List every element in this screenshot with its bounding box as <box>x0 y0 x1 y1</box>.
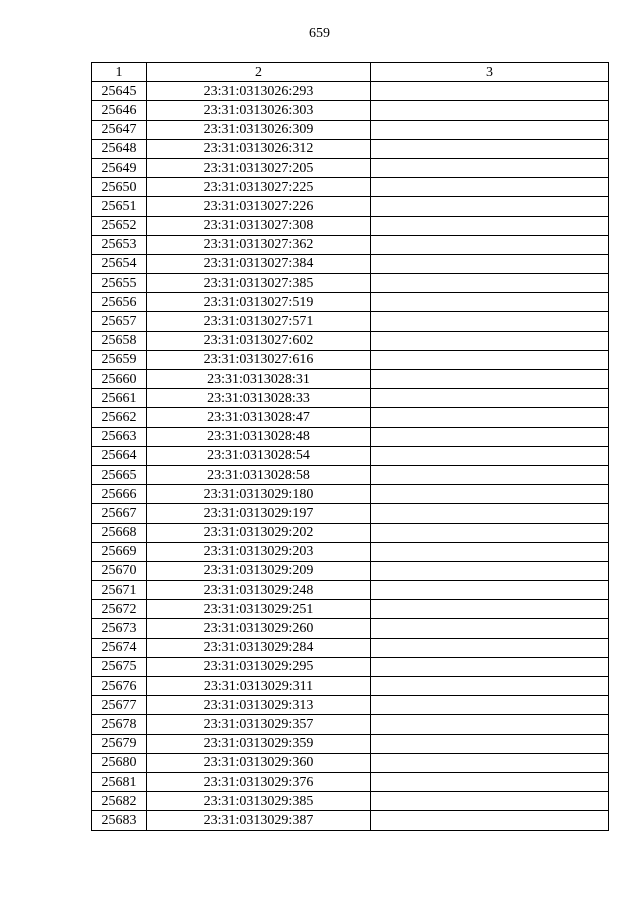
table-row <box>92 293 609 312</box>
row-number-cell: 25682 <box>92 792 147 811</box>
row-number-cell: 25660 <box>92 370 147 389</box>
column-header-3: 3 <box>371 63 609 82</box>
cadastral-number-cell: 23:31:0313027:205 <box>147 158 371 177</box>
table-row <box>92 465 609 484</box>
table-row <box>92 82 609 101</box>
table-row <box>92 427 609 446</box>
notes-cell <box>371 600 609 619</box>
row-number-cell: 25661 <box>92 389 147 408</box>
row-number-cell: 25671 <box>92 581 147 600</box>
table-row <box>92 235 609 254</box>
notes-cell <box>371 772 609 791</box>
table-row <box>92 581 609 600</box>
row-number-cell: 25657 <box>92 312 147 331</box>
notes-cell <box>371 542 609 561</box>
cadastral-number-cell: 23:31:0313029:197 <box>147 504 371 523</box>
table-row <box>92 734 609 753</box>
notes-cell <box>371 523 609 542</box>
notes-cell <box>371 619 609 638</box>
row-number-cell: 25666 <box>92 485 147 504</box>
table-row <box>92 753 609 772</box>
table-row <box>92 101 609 120</box>
cadastral-number-cell: 23:31:0313026:312 <box>147 139 371 158</box>
row-number-cell: 25672 <box>92 600 147 619</box>
notes-cell <box>371 504 609 523</box>
cadastral-number-cell: 23:31:0313029:387 <box>147 811 371 830</box>
notes-cell <box>371 139 609 158</box>
table-row <box>92 158 609 177</box>
cadastral-number-cell: 23:31:0313029:311 <box>147 677 371 696</box>
table-row <box>92 811 609 830</box>
cadastral-number-cell: 23:31:0313028:48 <box>147 427 371 446</box>
cadastral-number-cell: 23:31:0313026:309 <box>147 120 371 139</box>
cadastral-number-cell: 23:31:0313026:293 <box>147 82 371 101</box>
row-number-cell: 25665 <box>92 465 147 484</box>
row-number-cell: 25659 <box>92 350 147 369</box>
row-number-cell: 25674 <box>92 638 147 657</box>
row-number-cell: 25669 <box>92 542 147 561</box>
row-number-cell: 25655 <box>92 274 147 293</box>
row-number-cell: 25667 <box>92 504 147 523</box>
table-row <box>92 370 609 389</box>
notes-cell <box>371 657 609 676</box>
cadastral-number-cell: 23:31:0313027:226 <box>147 197 371 216</box>
table-row <box>92 139 609 158</box>
cadastral-number-cell: 23:31:0313029:284 <box>147 638 371 657</box>
table-row <box>92 715 609 734</box>
table-row <box>92 254 609 273</box>
notes-cell <box>371 677 609 696</box>
column-header-2: 2 <box>147 63 371 82</box>
cadastral-number-cell: 23:31:0313029:180 <box>147 485 371 504</box>
cadastral-number-cell: 23:31:0313027:225 <box>147 178 371 197</box>
row-number-cell: 25648 <box>92 139 147 158</box>
row-number-cell: 25649 <box>92 158 147 177</box>
notes-cell <box>371 753 609 772</box>
notes-cell <box>371 811 609 830</box>
registry-table <box>91 62 609 831</box>
cadastral-number-cell: 23:31:0313028:58 <box>147 465 371 484</box>
row-number-cell: 25676 <box>92 677 147 696</box>
notes-cell <box>371 235 609 254</box>
cadastral-number-cell: 23:31:0313027:616 <box>147 350 371 369</box>
table-row <box>92 792 609 811</box>
cadastral-number-cell: 23:31:0313029:359 <box>147 734 371 753</box>
cadastral-number-cell: 23:31:0313029:357 <box>147 715 371 734</box>
cadastral-number-cell: 23:31:0313027:308 <box>147 216 371 235</box>
row-number-cell: 25650 <box>92 178 147 197</box>
notes-cell <box>371 581 609 600</box>
table-row <box>92 216 609 235</box>
table-row <box>92 197 609 216</box>
notes-cell <box>371 561 609 580</box>
cadastral-number-cell: 23:31:0313027:519 <box>147 293 371 312</box>
notes-cell <box>371 389 609 408</box>
table-row <box>92 274 609 293</box>
cadastral-number-cell: 23:31:0313027:571 <box>147 312 371 331</box>
notes-cell <box>371 254 609 273</box>
row-number-cell: 25647 <box>92 120 147 139</box>
cadastral-number-cell: 23:31:0313029:260 <box>147 619 371 638</box>
notes-cell <box>371 370 609 389</box>
table-row <box>92 446 609 465</box>
row-number-cell: 25675 <box>92 657 147 676</box>
notes-cell <box>371 312 609 331</box>
notes-cell <box>371 197 609 216</box>
row-number-cell: 25646 <box>92 101 147 120</box>
cadastral-number-cell: 23:31:0313027:362 <box>147 235 371 254</box>
notes-cell <box>371 465 609 484</box>
cadastral-number-cell: 23:31:0313029:202 <box>147 523 371 542</box>
row-number-cell: 25664 <box>92 446 147 465</box>
cadastral-number-cell: 23:31:0313027:384 <box>147 254 371 273</box>
notes-cell <box>371 331 609 350</box>
table-row <box>92 389 609 408</box>
cadastral-number-cell: 23:31:0313029:313 <box>147 696 371 715</box>
row-number-cell: 25677 <box>92 696 147 715</box>
notes-cell <box>371 120 609 139</box>
table-row <box>92 331 609 350</box>
row-number-cell: 25680 <box>92 753 147 772</box>
cadastral-number-cell: 23:31:0313029:209 <box>147 561 371 580</box>
cadastral-number-cell: 23:31:0313029:203 <box>147 542 371 561</box>
cadastral-number-cell: 23:31:0313029:251 <box>147 600 371 619</box>
table-row <box>92 561 609 580</box>
cadastral-number-cell: 23:31:0313029:360 <box>147 753 371 772</box>
notes-cell <box>371 715 609 734</box>
row-number-cell: 25681 <box>92 772 147 791</box>
cadastral-number-cell: 23:31:0313029:376 <box>147 772 371 791</box>
notes-cell <box>371 792 609 811</box>
cadastral-number-cell: 23:31:0313029:248 <box>147 581 371 600</box>
row-number-cell: 25679 <box>92 734 147 753</box>
cadastral-number-cell: 23:31:0313029:295 <box>147 657 371 676</box>
table-row <box>92 485 609 504</box>
row-number-cell: 25670 <box>92 561 147 580</box>
table-row <box>92 638 609 657</box>
row-number-cell: 25678 <box>92 715 147 734</box>
row-number-cell: 25662 <box>92 408 147 427</box>
notes-cell <box>371 350 609 369</box>
row-number-cell: 25658 <box>92 331 147 350</box>
notes-cell <box>371 101 609 120</box>
notes-cell <box>371 446 609 465</box>
table-row <box>92 657 609 676</box>
notes-cell <box>371 696 609 715</box>
table-row <box>92 696 609 715</box>
notes-cell <box>371 178 609 197</box>
notes-cell <box>371 638 609 657</box>
row-number-cell: 25654 <box>92 254 147 273</box>
table-row <box>92 120 609 139</box>
cadastral-number-cell: 23:31:0313028:54 <box>147 446 371 465</box>
notes-cell <box>371 274 609 293</box>
cadastral-number-cell: 23:31:0313027:602 <box>147 331 371 350</box>
table-row <box>92 312 609 331</box>
notes-cell <box>371 293 609 312</box>
row-number-cell: 25645 <box>92 82 147 101</box>
table-row <box>92 542 609 561</box>
notes-cell <box>371 427 609 446</box>
table-row <box>92 600 609 619</box>
row-number-cell: 25651 <box>92 197 147 216</box>
row-number-cell: 25652 <box>92 216 147 235</box>
notes-cell <box>371 408 609 427</box>
row-number-cell: 25668 <box>92 523 147 542</box>
row-number-cell: 25683 <box>92 811 147 830</box>
notes-cell <box>371 158 609 177</box>
row-number-cell: 25663 <box>92 427 147 446</box>
notes-cell <box>371 734 609 753</box>
table-row <box>92 772 609 791</box>
table-row <box>92 350 609 369</box>
notes-cell <box>371 82 609 101</box>
cadastral-number-cell: 23:31:0313029:385 <box>147 792 371 811</box>
notes-cell <box>371 216 609 235</box>
notes-cell <box>371 485 609 504</box>
table-header-row <box>92 63 609 82</box>
cadastral-number-cell: 23:31:0313028:31 <box>147 370 371 389</box>
table-row <box>92 178 609 197</box>
page-number: 659 <box>309 26 330 41</box>
cadastral-number-cell: 23:31:0313027:385 <box>147 274 371 293</box>
cadastral-number-cell: 23:31:0313026:303 <box>147 101 371 120</box>
cadastral-number-cell: 23:31:0313028:47 <box>147 408 371 427</box>
table-row <box>92 504 609 523</box>
row-number-cell: 25653 <box>92 235 147 254</box>
row-number-cell: 25673 <box>92 619 147 638</box>
table-row <box>92 523 609 542</box>
row-number-cell: 25656 <box>92 293 147 312</box>
table-row <box>92 408 609 427</box>
table-row <box>92 619 609 638</box>
cadastral-number-cell: 23:31:0313028:33 <box>147 389 371 408</box>
column-header-1: 1 <box>92 63 147 82</box>
table-row <box>92 677 609 696</box>
table-body <box>92 82 609 830</box>
